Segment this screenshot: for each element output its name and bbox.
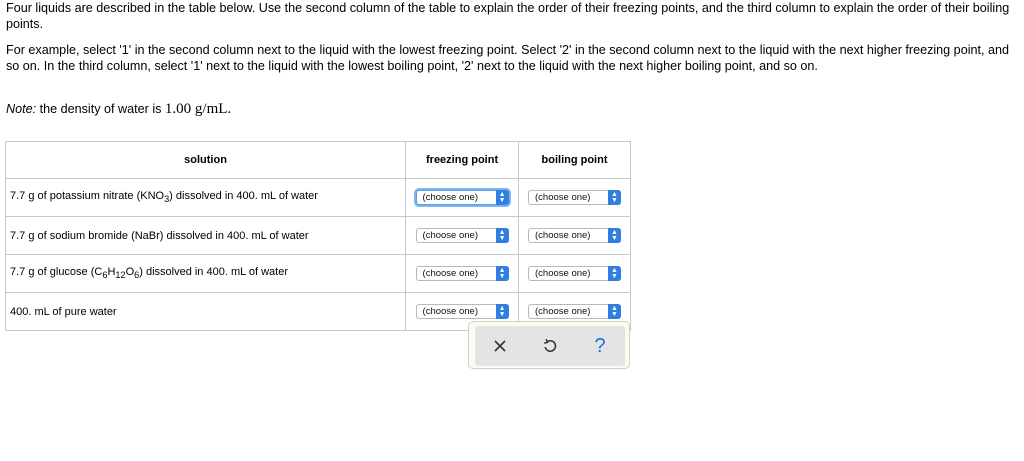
chevron-up-down-icon: ▲ ▼	[496, 304, 509, 319]
select-value: (choose one)	[535, 306, 591, 317]
solution-cell	[6, 293, 406, 331]
freezing-select-row-4[interactable]	[416, 304, 509, 319]
select-value: (choose one)	[422, 306, 478, 317]
solution-cell	[6, 217, 406, 255]
solution-text: 7.7 g of sodium bromide (NaBr) dissolved in 400. mL of water	[10, 229, 309, 242]
table-row	[6, 217, 631, 255]
boiling-select-row-2[interactable]	[528, 228, 621, 243]
select-value: (choose one)	[535, 268, 591, 279]
freezing-select-row-2[interactable]	[416, 228, 509, 243]
table-row	[6, 179, 631, 217]
select-value: (choose one)	[422, 230, 478, 241]
solution-text: 400. mL of pure water	[10, 305, 117, 318]
toolbar-buttons	[475, 326, 625, 366]
select-value: (choose one)	[535, 192, 591, 203]
select-value: (choose one)	[422, 192, 478, 203]
solution-text: 7.7 g of glucose (C	[10, 266, 103, 279]
freezing-select-row-1[interactable]	[416, 190, 509, 205]
solution-text: 7.7 g of potassium nitrate (KNO	[10, 190, 165, 203]
close-icon	[493, 339, 507, 353]
boiling-cell	[519, 255, 631, 293]
boiling-cell	[519, 179, 631, 217]
chevron-up-down-icon: ▲ ▼	[496, 266, 509, 281]
boiling-select-row-4[interactable]	[528, 304, 621, 319]
boiling-select-row-1[interactable]	[528, 190, 621, 205]
subscript: 12	[115, 270, 126, 281]
chevron-up-down-icon: ▲ ▼	[496, 228, 509, 243]
subscript: 6	[102, 270, 108, 281]
header-freezing-point: freezing point	[406, 142, 519, 179]
header-boiling-point: boiling point	[519, 142, 631, 179]
note-label: Note:	[6, 102, 37, 116]
freezing-cell	[406, 179, 519, 217]
freezing-cell	[406, 217, 519, 255]
note-value: 1.00 g/mL.	[164, 101, 232, 117]
solution-cell	[6, 255, 406, 293]
instructions-paragraph-2: For example, select '1' in the second column next to the liquid with the lowest freezing point. Select '2' in the second column next to the liquid with the next higher freezing point, and so on. In the third column, select '1' next to the liquid with the lowest boiling point, '2' next to the liquid with the next higher boiling point, and so on.	[6, 43, 1010, 73]
header-solution: solution	[6, 142, 406, 179]
note-text: the density of water is	[36, 102, 165, 116]
chevron-up-down-icon: ▲ ▼	[496, 190, 509, 205]
liquids-table	[5, 141, 631, 331]
table-row	[6, 255, 631, 293]
density-note	[6, 101, 1022, 117]
select-value: (choose one)	[535, 230, 591, 241]
help-button[interactable]	[582, 328, 618, 364]
chevron-up-down-icon: ▲ ▼	[608, 228, 621, 243]
solution-text: dissolved in 400. mL of water	[172, 190, 318, 203]
solution-text: ) dissolved in 400. mL of water	[139, 266, 289, 279]
instructions-paragraph-1: Four liquids are described in the table below. Use the second column of the table to explain the order of their freezing points, and the third column to explain the order of their boiling points.	[6, 1, 1010, 31]
answer-toolbar	[468, 321, 630, 369]
subscript: 3	[164, 194, 170, 205]
solution-text: )	[169, 190, 173, 203]
freezing-select-row-3[interactable]	[416, 266, 509, 281]
boiling-cell	[519, 217, 631, 255]
boiling-select-row-3[interactable]	[528, 266, 621, 281]
subscript: 6	[134, 270, 140, 281]
undo-button[interactable]	[532, 328, 568, 364]
freezing-cell	[406, 255, 519, 293]
table-header-row	[6, 142, 631, 179]
chevron-up-down-icon: ▲ ▼	[608, 304, 621, 319]
help-icon: ?	[594, 334, 606, 357]
chevron-up-down-icon: ▲ ▼	[608, 266, 621, 281]
select-value: (choose one)	[422, 268, 478, 279]
solution-text: H	[107, 266, 116, 279]
solution-text: O	[125, 266, 135, 279]
solution-cell	[6, 179, 406, 217]
undo-icon	[542, 338, 558, 354]
clear-button[interactable]	[482, 328, 518, 364]
chevron-up-down-icon: ▲ ▼	[608, 190, 621, 205]
